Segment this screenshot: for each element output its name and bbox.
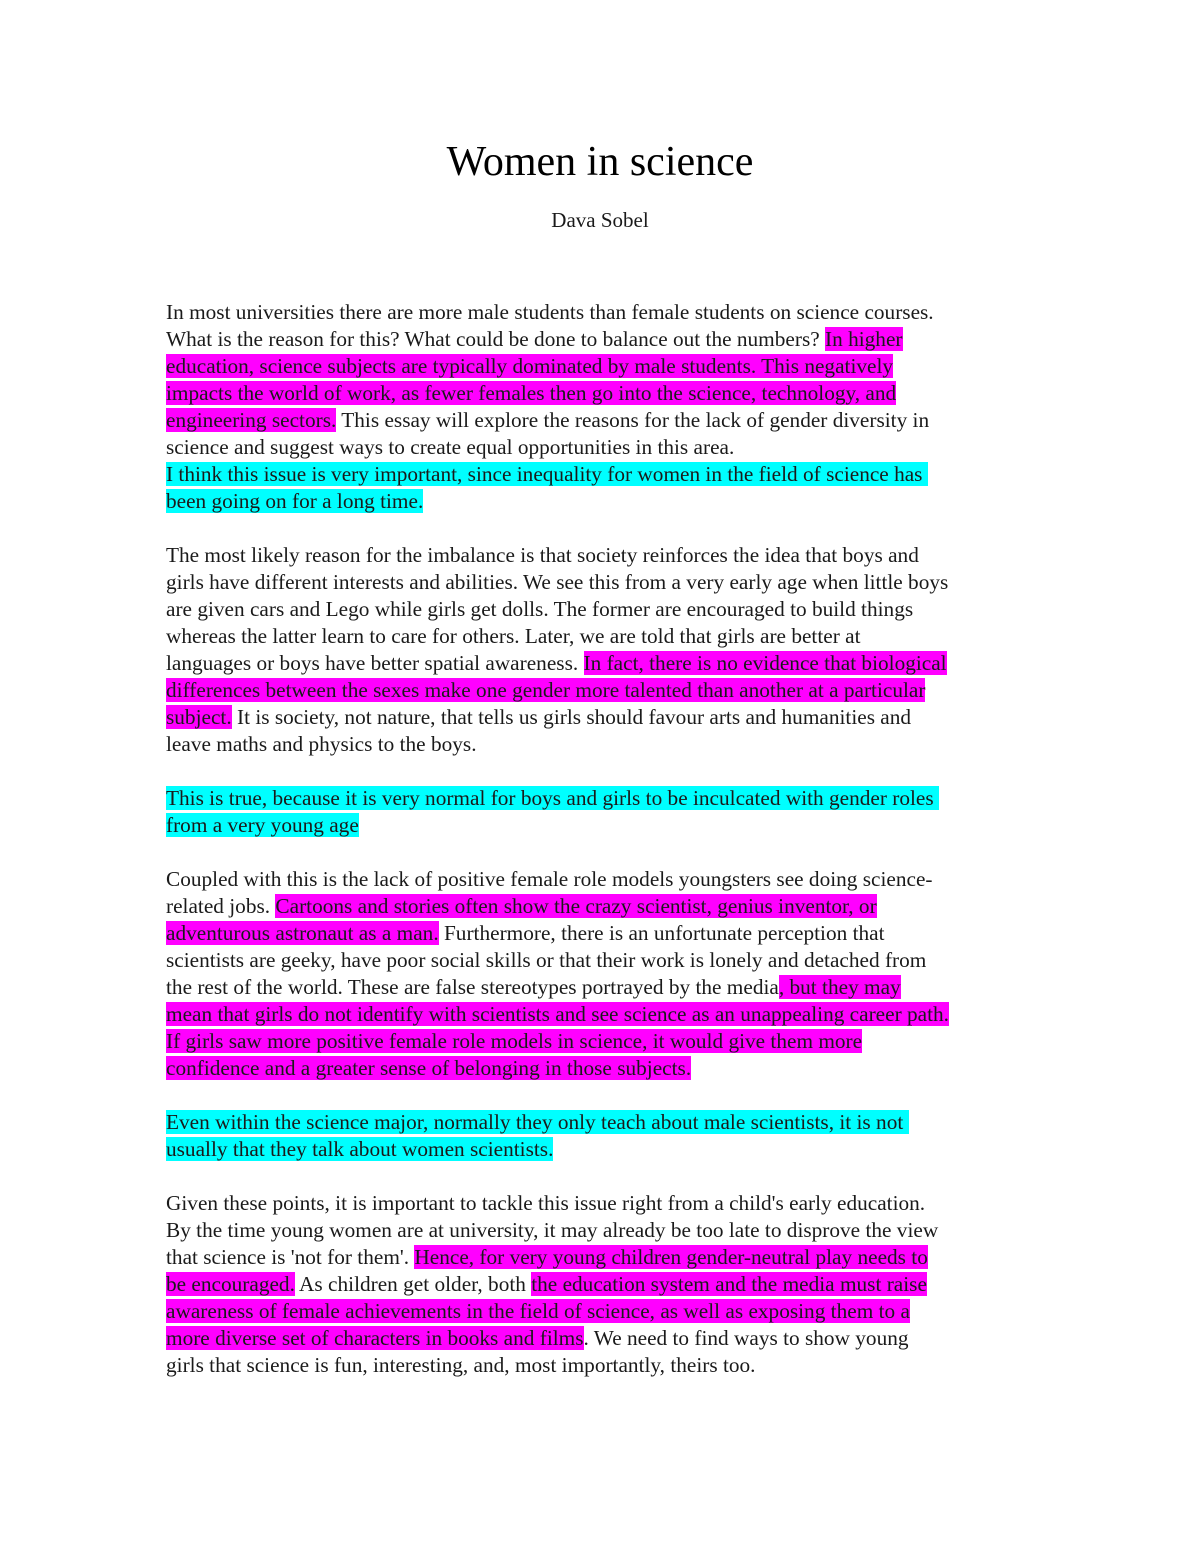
text-line — [166, 299, 1066, 326]
text-line — [166, 1298, 1066, 1325]
text-line — [166, 1001, 1066, 1028]
paragraph-spacer — [166, 839, 1066, 866]
highlight-magenta: be encouraged. — [166, 1272, 295, 1296]
text-segment: It is society, not nature, that tells us girls should favour arts and humanities and — [231, 705, 912, 729]
text-segment: leave maths and physics to the boys. — [166, 732, 477, 756]
highlight-magenta: engineering sectors. — [166, 408, 337, 432]
text-line — [166, 650, 1066, 677]
document-author: Dava Sobel — [551, 208, 649, 232]
text-line — [166, 542, 1066, 569]
highlight-cyan: I think this issue is very important, since inequality for women in the field of science has — [166, 462, 928, 486]
highlight-magenta: In fact, there is no evidence that biological — [583, 651, 947, 675]
text-line — [166, 1028, 1066, 1055]
paragraph — [166, 299, 1066, 515]
highlight-magenta: Cartoons and stories often show the crazy scientist, genius inventor, or — [275, 894, 877, 918]
text-line — [166, 353, 1066, 380]
text-line — [166, 623, 1066, 650]
text-line — [166, 461, 1066, 488]
highlight-magenta: confidence and a greater sense of belonging in those subjects. — [166, 1056, 692, 1080]
highlight-cyan: usually that they talk about women scientists. — [166, 1137, 554, 1161]
text-line — [166, 326, 1066, 353]
highlight-magenta: more diverse set of characters in books and films — [166, 1326, 584, 1350]
text-segment: the rest of the world. These are false stereotypes portrayed by the media — [166, 975, 779, 999]
text-segment: The most likely reason for the imbalance is that society reinforces the idea that boys and — [166, 543, 919, 567]
highlight-cyan: from a very young age — [166, 813, 359, 837]
text-line — [166, 1190, 1066, 1217]
text-line — [166, 407, 1066, 434]
text-line — [166, 569, 1066, 596]
text-segment: that science is 'not for them'. — [166, 1245, 415, 1269]
text-line — [166, 704, 1066, 731]
text-segment: By the time young women are at university, it may already be too late to disprove the view — [166, 1218, 939, 1242]
text-segment: languages or boys have better spatial awareness. — [166, 651, 584, 675]
text-line — [166, 488, 1066, 515]
paragraph-spacer — [166, 758, 1066, 785]
paragraph — [166, 1109, 1066, 1163]
text-line — [166, 1109, 1066, 1136]
text-line — [166, 1136, 1066, 1163]
text-line — [166, 893, 1066, 920]
highlight-magenta: Hence, for very young children gender-neutral play needs to — [414, 1245, 928, 1269]
text-line — [166, 677, 1066, 704]
text-line — [166, 380, 1066, 407]
highlight-magenta: mean that girls do not identify with scientists and see science as an unappealing career path. — [166, 1002, 949, 1026]
document-body — [166, 299, 1066, 1379]
highlight-magenta: impacts the world of work, as fewer females then go into the science, technology, and — [166, 381, 897, 405]
highlight-magenta: adventurous astronaut as a man. — [166, 921, 439, 945]
text-line — [166, 812, 1066, 839]
highlight-magenta: subject. — [166, 705, 232, 729]
document-title: Women in science — [446, 139, 754, 185]
text-line — [166, 596, 1066, 623]
text-segment: . We need to find ways to show young — [583, 1326, 909, 1350]
highlight-cyan: been going on for a long time. — [166, 489, 424, 513]
text-segment: Furthermore, there is an unfortunate perception that — [438, 921, 885, 945]
text-line — [166, 1352, 1066, 1379]
text-segment: scientists are geeky, have poor social skills or that their work is lonely and detached from — [166, 948, 927, 972]
text-segment: science and suggest ways to create equal opportunities in this area. — [166, 435, 735, 459]
text-segment: This essay will explore the reasons for the lack of gender diversity in — [336, 408, 930, 432]
highlight-magenta: differences between the sexes make one gender more talented than another at a particular — [166, 678, 926, 702]
highlight-cyan: Even within the science major, normally they only teach about male scientists, it is not — [166, 1110, 909, 1134]
highlight-cyan: This is true, because it is very normal for boys and girls to be inculcated with gender roles — [166, 786, 939, 810]
text-line — [166, 920, 1066, 947]
paragraph — [166, 785, 1066, 839]
highlight-magenta: , but they may — [778, 975, 901, 999]
text-line — [166, 1325, 1066, 1352]
paragraph — [166, 542, 1066, 758]
highlight-magenta: If girls saw more positive female role models in science, it would give them more — [166, 1029, 863, 1053]
text-line — [166, 785, 1066, 812]
text-segment: Given these points, it is important to tackle this issue right from a child's early education. — [166, 1191, 926, 1215]
text-line — [166, 866, 1066, 893]
text-line — [166, 1244, 1066, 1271]
text-segment: are given cars and Lego while girls get dolls. The former are encouraged to build things — [166, 597, 914, 621]
text-line — [166, 1271, 1066, 1298]
highlight-magenta: awareness of female achievements in the field of science, as well as exposing them to a — [166, 1299, 910, 1323]
paragraph — [166, 866, 1066, 1082]
text-segment: What is the reason for this? What could be done to balance out the numbers? — [166, 327, 826, 351]
text-segment: As children get older, both — [294, 1272, 532, 1296]
paragraph-spacer — [166, 1082, 1066, 1109]
highlight-magenta: education, science subjects are typically dominated by male students. This negatively — [166, 354, 894, 378]
text-segment: In most universities there are more male students than female students on science courses. — [166, 300, 934, 324]
text-line — [166, 1217, 1066, 1244]
paragraph-spacer — [166, 1163, 1066, 1190]
text-segment: girls that science is fun, interesting, and, most importantly, theirs too. — [166, 1353, 756, 1377]
text-line — [166, 731, 1066, 758]
highlight-magenta: the education system and the media must raise — [531, 1272, 927, 1296]
text-segment: girls have different interests and abilities. We see this from a very early age when little boys — [166, 570, 949, 594]
text-segment: related jobs. — [166, 894, 276, 918]
text-segment: whereas the latter learn to care for others. Later, we are told that girls are better at — [166, 624, 861, 648]
text-line — [166, 947, 1066, 974]
highlight-magenta: In higher — [825, 327, 903, 351]
text-line — [166, 974, 1066, 1001]
text-line — [166, 434, 1066, 461]
text-line — [166, 1055, 1066, 1082]
text-segment: Coupled with this is the lack of positive female role models youngsters see doing science- — [166, 867, 933, 891]
paragraph — [166, 1190, 1066, 1379]
paragraph-spacer — [166, 515, 1066, 542]
